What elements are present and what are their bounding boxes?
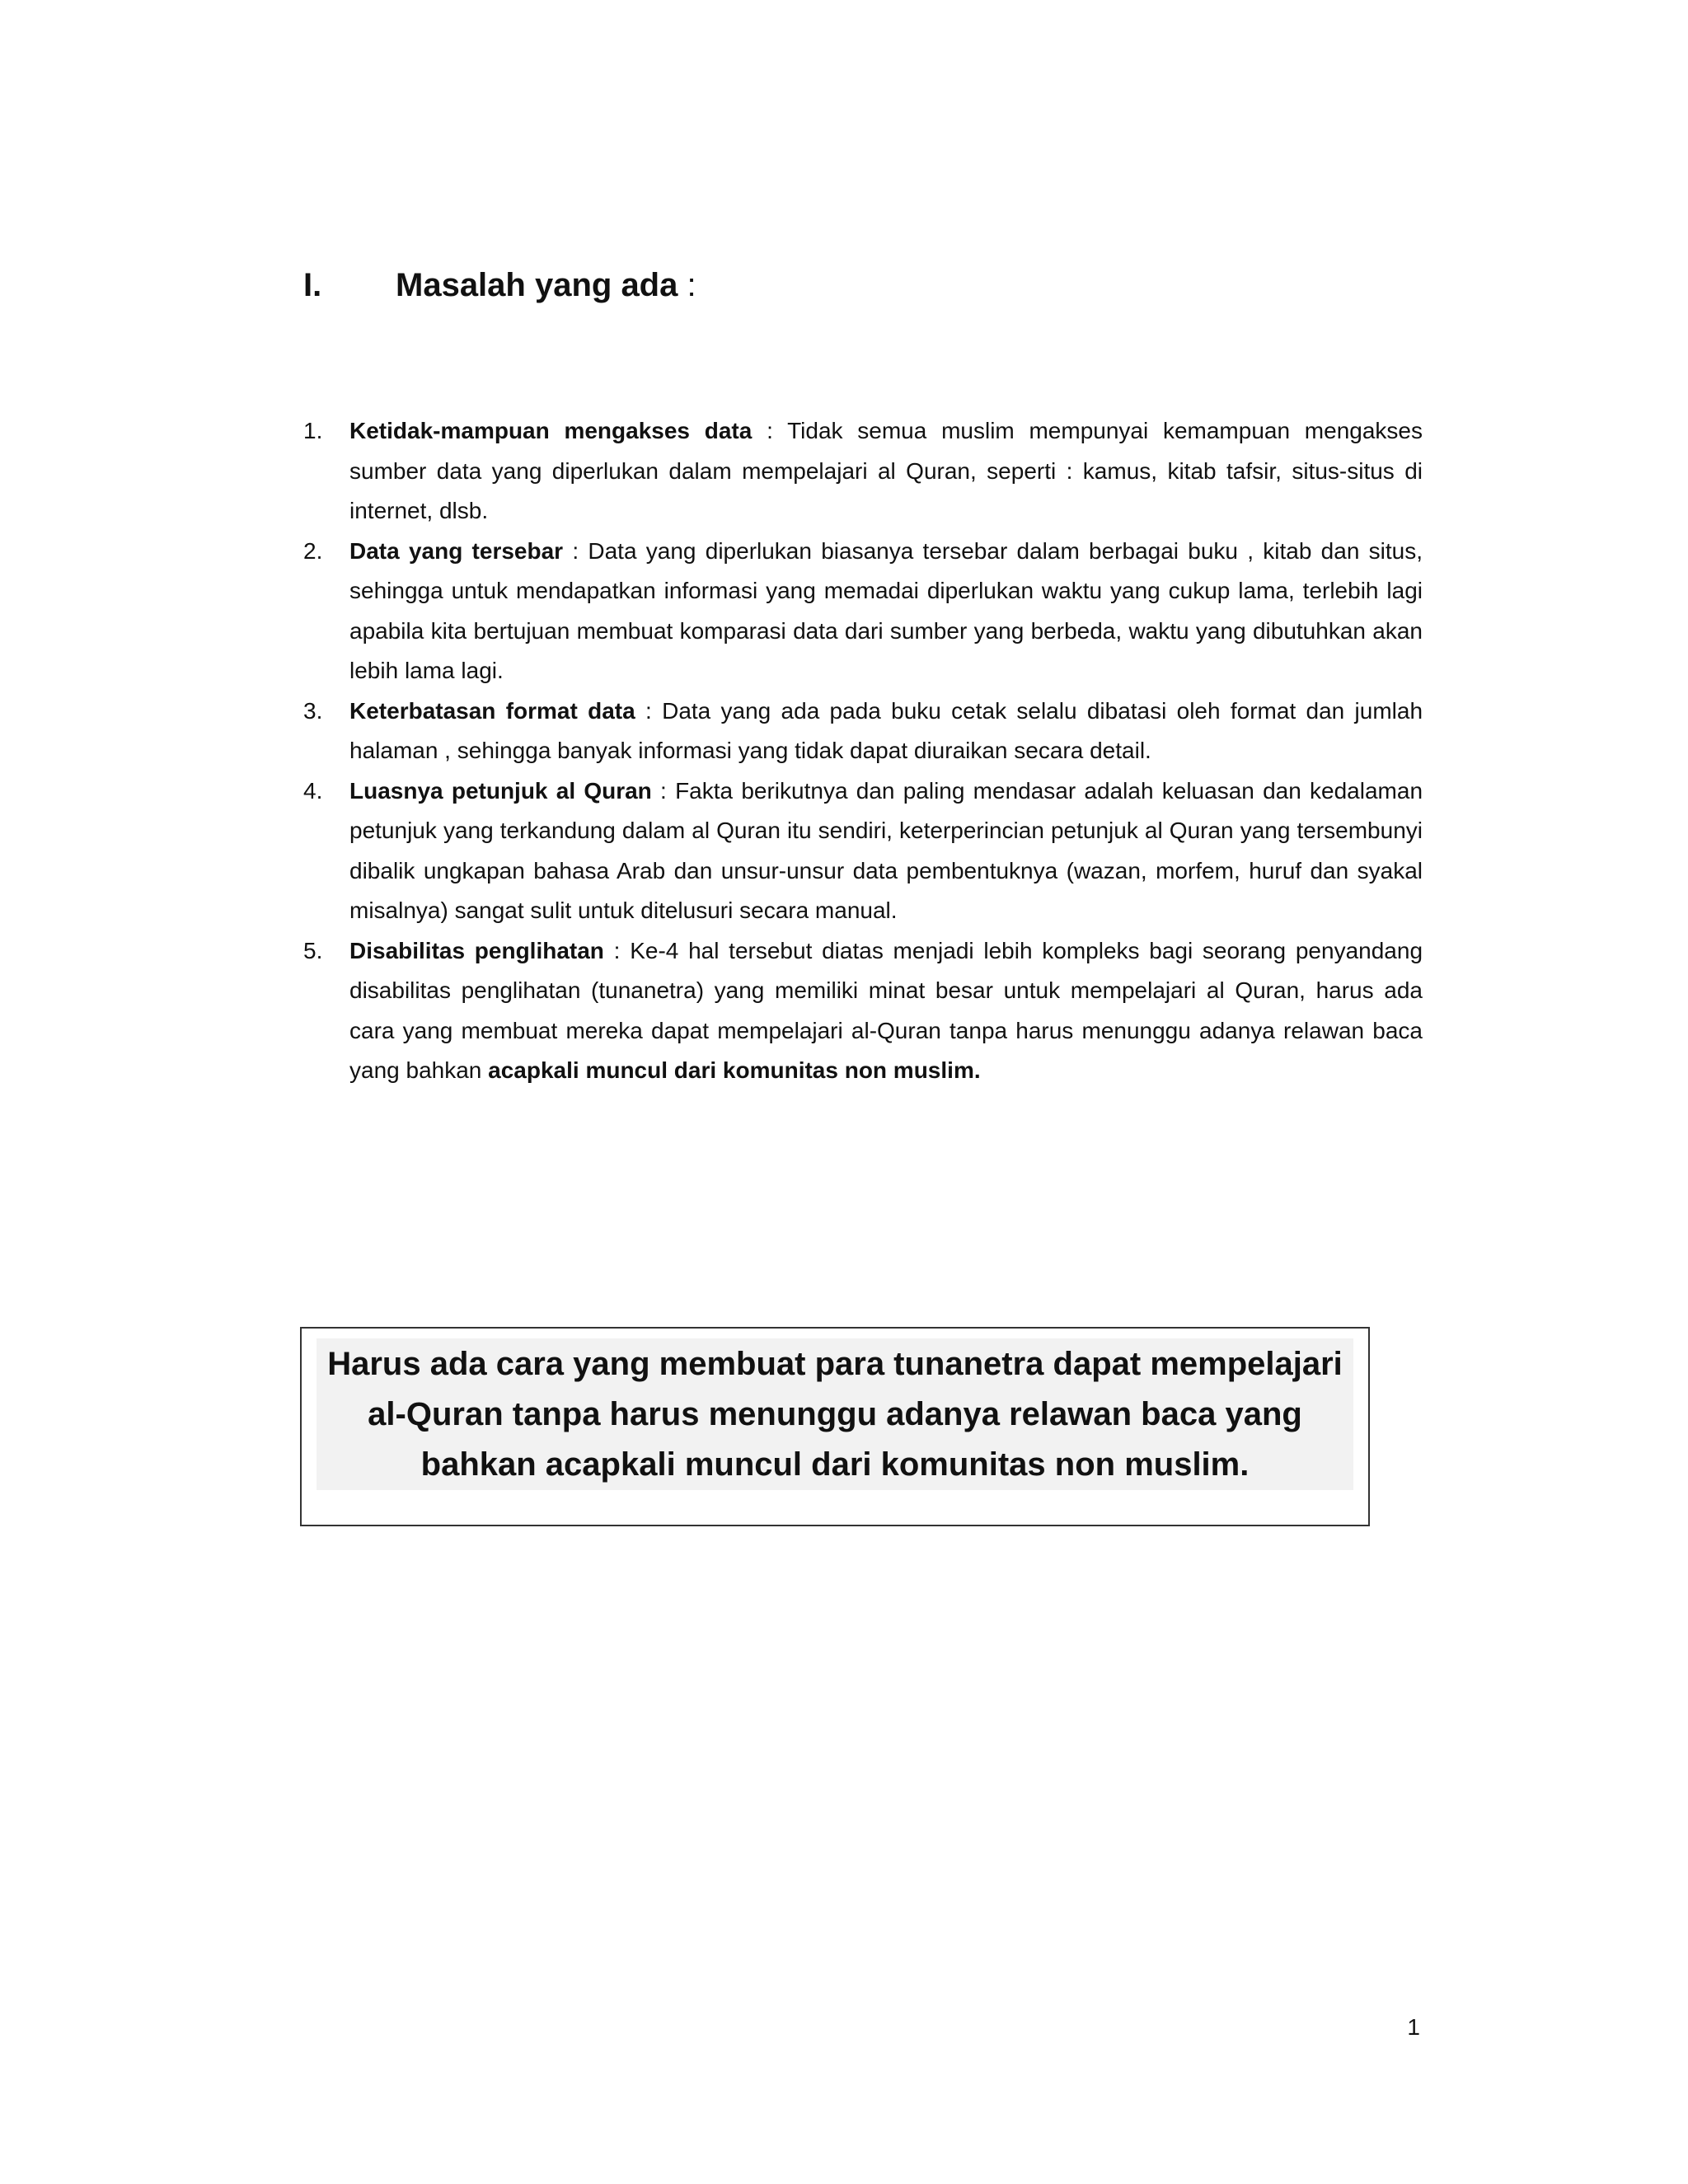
list-item-text: : Data yang ada pada buku cetak selalu dibatasi oleh format dan jumlah halaman , sehingga banyak informasi yang tidak dapat diuraikan secara detail. bbox=[349, 697, 1423, 763]
list-item bbox=[303, 691, 1423, 771]
list-item-label: Keterbatasan format data bbox=[349, 697, 635, 724]
list-marker: 3. bbox=[303, 697, 323, 724]
section-colon: : bbox=[687, 267, 696, 303]
list-marker: 5. bbox=[303, 937, 323, 963]
callout-text: Harus ada cara yang membuat para tunanetra dapat mempelajari al-Quran tanpa harus menunggu adanya relawan baca yang bahkan acapkali muncul dari komunitas non muslim. bbox=[327, 1345, 1343, 1483]
page-number: 1 bbox=[1407, 2014, 1420, 2040]
section-heading bbox=[303, 262, 696, 308]
callout-box bbox=[300, 1327, 1370, 1526]
list-item bbox=[303, 931, 1423, 1091]
list-item-text: : Fakta berikutnya dan paling mendasar adalah keluasan dan kedalaman petunjuk yang terkandung dalam al Quran itu sendiri, keterperincian petunjuk al Quran yang tersembunyi dibalik ungkapan bahasa Arab dan unsur-unsur data pembentuknya (wazan, morfem, huruf dan syakal misalnya) sangat sulit untuk ditelusuri secara manual. bbox=[349, 777, 1423, 923]
list-marker: 2. bbox=[303, 537, 323, 564]
section-number: I. bbox=[303, 267, 322, 303]
list-item bbox=[303, 532, 1423, 691]
list-item-text: : Data yang diperlukan biasanya tersebar dalam berbagai buku , kitab dan situs, sehingga untuk mendapatkan informasi yang memadai diperlukan waktu yang cukup lama, terlebih lagi apabila kita bertujuan membuat komparasi data dari sumber yang berbeda, waktu yang dibutuhkan akan lebih lama lagi. bbox=[349, 537, 1423, 683]
callout-shading bbox=[316, 1338, 1353, 1490]
list-item-label: Ketidak-mampuan mengakses data bbox=[349, 418, 753, 443]
list-item-label: Disabilitas penglihatan bbox=[349, 937, 604, 963]
problem-list bbox=[303, 411, 1423, 1091]
list-item-text: : Ke-4 hal tersebut diatas menjadi lebih kompleks bagi seorang penyandang disabilitas penglihatan (tunanetra) yang memiliki minat besar untuk mempelajari al Quran, harus ada cara yang membuat mereka dapat mempelajari al-Quran tanpa harus menunggu adanya relawan baca yang bahkan bbox=[349, 937, 1423, 1083]
list-item-text: : Tidak semua muslim mempunyai kemampuan mengakses sumber data yang diperlukan dalam mempelajari al Quran, seperti : kamus, kitab tafsir, situs-situs di internet, dlsb. bbox=[349, 418, 1423, 523]
list-item-label: Data yang tersebar bbox=[349, 537, 564, 564]
list-item-emphasis: acapkali muncul dari komunitas non muslim. bbox=[488, 1057, 981, 1083]
list-marker: 1. bbox=[303, 418, 323, 443]
list-item bbox=[303, 771, 1423, 931]
list-marker: 4. bbox=[303, 777, 323, 804]
section-title: Masalah yang ada bbox=[396, 267, 678, 303]
list-item-label: Luasnya petunjuk al Quran bbox=[349, 777, 652, 804]
list-item bbox=[303, 411, 1423, 532]
